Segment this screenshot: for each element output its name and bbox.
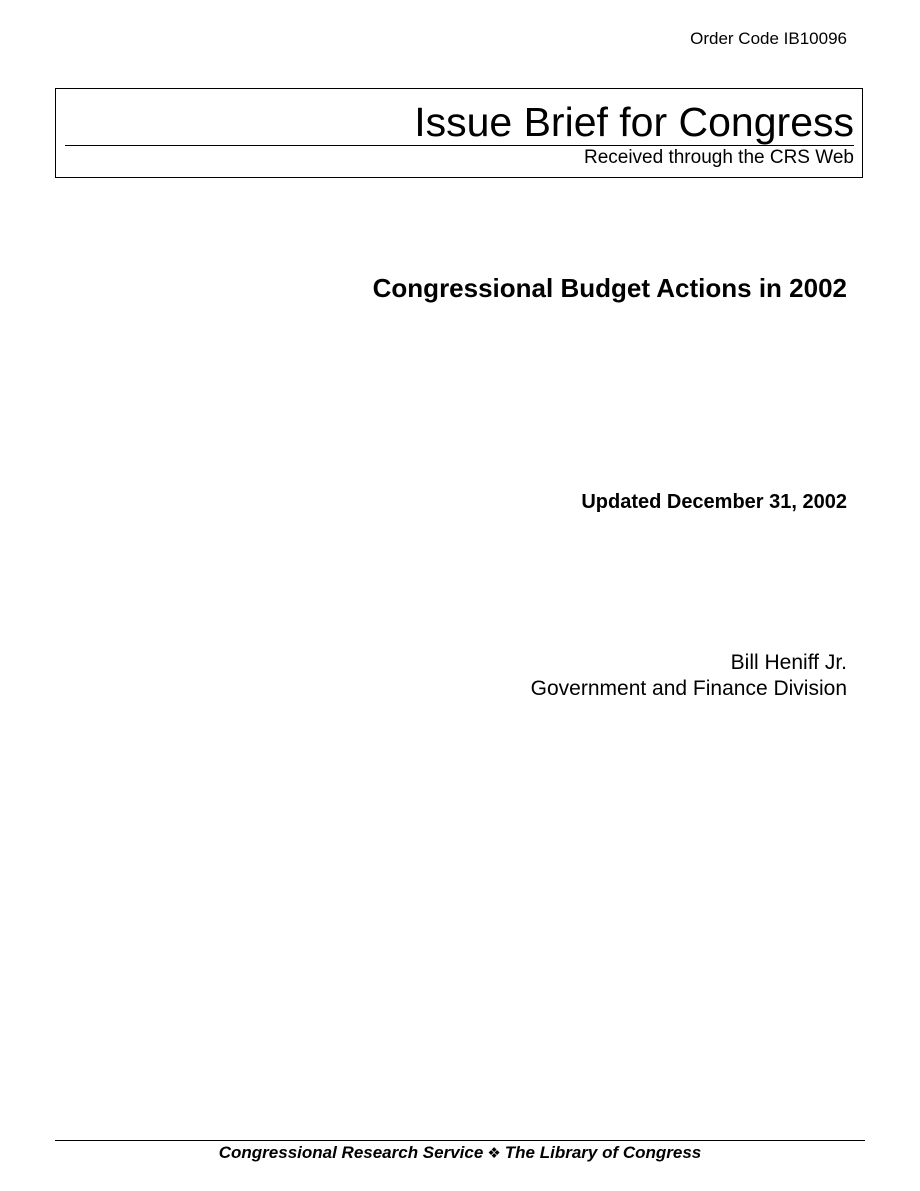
header-divider [65,145,854,146]
issue-brief-header [55,88,863,178]
document-title: Congressional Budget Actions in 2002 [372,273,847,303]
order-code: Order Code IB10096 [690,29,847,48]
issue-brief-title: Issue Brief for Congress [414,99,854,145]
author-name: Bill Heniff Jr. [730,651,847,674]
footer [55,1143,865,1163]
issue-brief-subtitle: Received through the CRS Web [583,147,854,168]
footer-divider [55,1140,865,1141]
diamond-separator-icon: ❖ [487,1144,501,1162]
footer-library-of-congress: The Library of Congress [504,1143,702,1162]
author-division: Government and Finance Division [530,677,847,700]
updated-date: Updated December 31, 2002 [581,491,847,513]
footer-crs: Congressional Research Service [218,1143,484,1162]
author-block [531,650,847,702]
